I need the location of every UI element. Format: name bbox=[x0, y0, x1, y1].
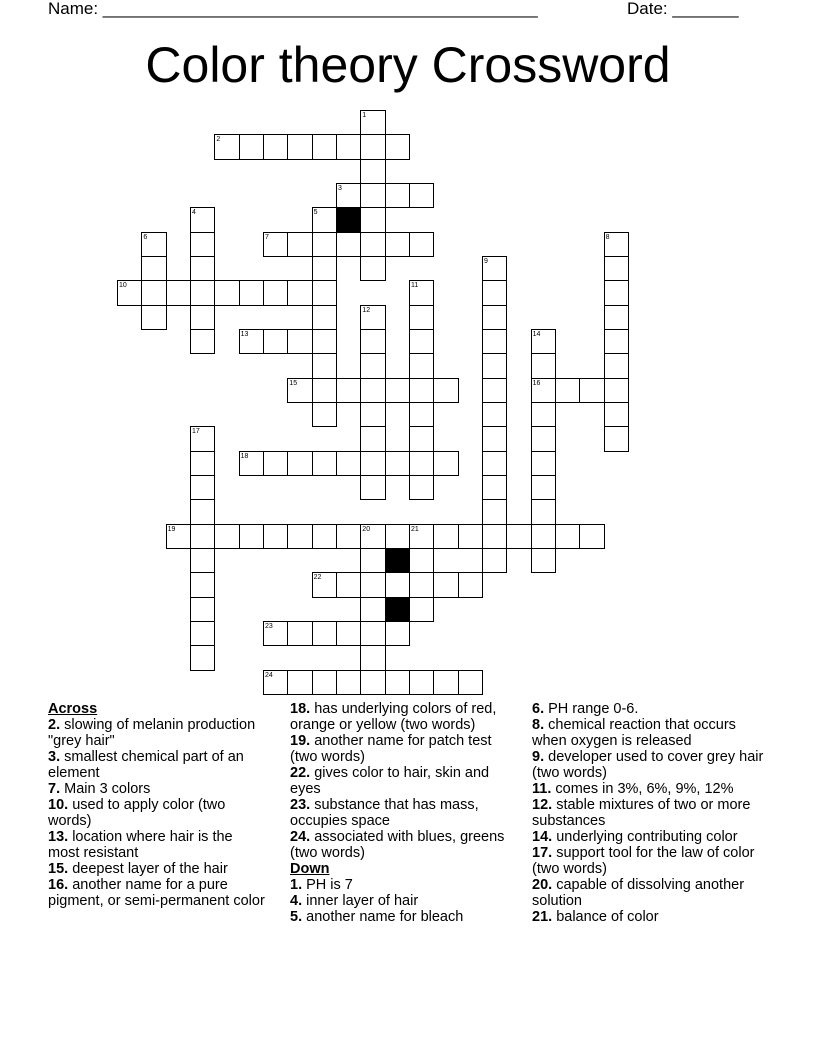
grid-cell[interactable] bbox=[482, 524, 507, 549]
clue-number: 12. bbox=[532, 797, 553, 813]
grid-cell[interactable] bbox=[409, 597, 434, 622]
grid-cell[interactable] bbox=[312, 134, 337, 159]
grid-cell[interactable] bbox=[482, 499, 507, 524]
grid-cell[interactable] bbox=[287, 524, 312, 549]
grid-cell[interactable] bbox=[190, 621, 215, 646]
clue-text: PH is 7 bbox=[306, 877, 353, 893]
across-heading: Across bbox=[48, 701, 98, 717]
grid-cell[interactable] bbox=[141, 305, 166, 330]
grid-cell[interactable] bbox=[360, 621, 385, 646]
grid-cell[interactable] bbox=[336, 134, 361, 159]
grid-cell[interactable] bbox=[360, 475, 385, 500]
grid-cell[interactable] bbox=[190, 524, 215, 549]
clues-column-3 bbox=[532, 701, 770, 925]
clue-number-label: 18 bbox=[240, 452, 249, 460]
grid-cell[interactable] bbox=[287, 451, 312, 476]
clue-text: deepest layer of the hair bbox=[72, 861, 228, 877]
grid-cell[interactable] bbox=[263, 451, 288, 476]
grid-cell[interactable] bbox=[531, 451, 556, 476]
grid-cell[interactable] bbox=[482, 402, 507, 427]
across-clue-22 bbox=[290, 765, 518, 797]
grid-cell[interactable] bbox=[263, 280, 288, 305]
down-clue-12 bbox=[532, 797, 770, 829]
clue-number-label: 12 bbox=[362, 306, 371, 314]
grid-cell[interactable] bbox=[360, 353, 385, 378]
grid-cell[interactable] bbox=[458, 572, 483, 597]
grid-cell[interactable] bbox=[312, 378, 337, 403]
grid-cell[interactable] bbox=[433, 524, 458, 549]
down-clue-11 bbox=[532, 781, 770, 797]
grid-cell[interactable] bbox=[360, 402, 385, 427]
grid-cell[interactable] bbox=[433, 378, 458, 403]
clue-number-label: 21 bbox=[410, 525, 419, 533]
clue-text: chemical reaction that occurs when oxygen is released bbox=[532, 717, 736, 749]
grid-cell[interactable] bbox=[190, 329, 215, 354]
grid-cell[interactable] bbox=[385, 524, 410, 549]
grid-cell[interactable] bbox=[239, 280, 264, 305]
grid-cell[interactable] bbox=[141, 280, 166, 305]
across-clue-7 bbox=[48, 781, 268, 797]
grid-cell[interactable] bbox=[287, 329, 312, 354]
clue-number: 15. bbox=[48, 861, 69, 877]
down-clue-9 bbox=[532, 749, 770, 781]
grid-cell[interactable] bbox=[312, 353, 337, 378]
clue-number: 13. bbox=[48, 829, 69, 845]
clue-text: gives color to hair, skin and eyes bbox=[290, 765, 490, 797]
clue-number: 19. bbox=[290, 733, 311, 749]
clue-number: 3. bbox=[48, 749, 61, 765]
clue-number-label: 23 bbox=[264, 622, 273, 630]
down-clue-20 bbox=[532, 877, 770, 909]
grid-cell[interactable] bbox=[312, 451, 337, 476]
black-square bbox=[385, 548, 410, 573]
clue-text: associated with blues, greens (two words) bbox=[290, 829, 505, 861]
grid-cell[interactable] bbox=[312, 524, 337, 549]
grid-cell[interactable] bbox=[385, 232, 410, 257]
grid-cell[interactable] bbox=[482, 426, 507, 451]
across-clue-13 bbox=[48, 829, 268, 861]
grid-cell[interactable] bbox=[336, 451, 361, 476]
grid-cell[interactable] bbox=[190, 280, 215, 305]
grid-cell[interactable] bbox=[604, 402, 629, 427]
grid-cell[interactable] bbox=[190, 451, 215, 476]
across-clue-10 bbox=[48, 797, 268, 829]
across-clue-24 bbox=[290, 829, 518, 861]
clue-number-label: 2 bbox=[216, 136, 221, 144]
grid-cell[interactable] bbox=[409, 475, 434, 500]
clue-number: 7. bbox=[48, 781, 61, 797]
grid-cell[interactable] bbox=[360, 548, 385, 573]
clue-text: location where hair is the most resistant bbox=[48, 829, 233, 861]
grid-cell[interactable] bbox=[385, 451, 410, 476]
grid-cell[interactable] bbox=[482, 475, 507, 500]
grid-cell[interactable] bbox=[287, 621, 312, 646]
clue-number: 1. bbox=[290, 877, 303, 893]
down-heading: Down bbox=[290, 861, 330, 877]
grid-cell[interactable] bbox=[312, 402, 337, 427]
clue-number: 4. bbox=[290, 893, 303, 909]
grid-cell[interactable] bbox=[482, 329, 507, 354]
grid-cell[interactable] bbox=[555, 524, 580, 549]
grid-cell[interactable] bbox=[482, 305, 507, 330]
grid-cell[interactable] bbox=[190, 475, 215, 500]
clue-text: substance that has mass, occupies space bbox=[290, 797, 479, 829]
grid-cell[interactable] bbox=[190, 305, 215, 330]
clue-number-label: 8 bbox=[605, 233, 610, 241]
grid-cell[interactable] bbox=[190, 256, 215, 281]
grid-cell[interactable] bbox=[385, 670, 410, 695]
grid-cell[interactable] bbox=[579, 524, 604, 549]
down-clue-14 bbox=[532, 829, 770, 845]
name-label: Name: ______________________________________________ bbox=[48, 0, 538, 18]
clue-number-label: 11 bbox=[410, 282, 419, 290]
grid-cell[interactable] bbox=[360, 207, 385, 232]
grid-cell[interactable] bbox=[360, 329, 385, 354]
across-clue-23 bbox=[290, 797, 518, 829]
grid-cell[interactable] bbox=[336, 621, 361, 646]
clue-number: 21. bbox=[532, 909, 553, 925]
grid-cell[interactable] bbox=[360, 256, 385, 281]
grid-cell[interactable] bbox=[482, 353, 507, 378]
grid-cell[interactable] bbox=[336, 232, 361, 257]
down-clue-17 bbox=[532, 845, 770, 877]
clue-text: another name for bleach bbox=[306, 909, 464, 925]
grid-cell[interactable] bbox=[239, 134, 264, 159]
grid-cell[interactable] bbox=[409, 451, 434, 476]
grid-cell[interactable] bbox=[263, 329, 288, 354]
grid-cell[interactable] bbox=[166, 280, 191, 305]
date-label: Date: _______ bbox=[627, 0, 739, 18]
clue-number: 8. bbox=[532, 717, 545, 733]
grid-cell[interactable] bbox=[360, 645, 385, 670]
across-clue-19 bbox=[290, 733, 518, 765]
grid-cell[interactable] bbox=[409, 402, 434, 427]
clue-number: 18. bbox=[290, 701, 311, 717]
grid-cell[interactable] bbox=[482, 451, 507, 476]
grid-cell[interactable] bbox=[190, 548, 215, 573]
clue-text: smallest chemical part of an element bbox=[48, 749, 244, 781]
clue-text: slowing of melanin production "grey hair" bbox=[48, 717, 256, 749]
clue-number: 14. bbox=[532, 829, 553, 845]
across-clue-15 bbox=[48, 861, 268, 877]
grid-cell[interactable] bbox=[604, 426, 629, 451]
grid-cell[interactable] bbox=[555, 378, 580, 403]
clue-number-label: 15 bbox=[289, 379, 298, 387]
down-clue-1 bbox=[290, 877, 518, 893]
clue-text: balance of color bbox=[556, 909, 659, 925]
grid-cell[interactable] bbox=[336, 524, 361, 549]
grid-cell[interactable] bbox=[360, 426, 385, 451]
clue-number-label: 6 bbox=[143, 233, 148, 241]
clue-number: 2. bbox=[48, 717, 61, 733]
grid-cell[interactable] bbox=[604, 256, 629, 281]
grid-cell[interactable] bbox=[312, 621, 337, 646]
grid-cell[interactable] bbox=[482, 280, 507, 305]
grid-cell[interactable] bbox=[312, 256, 337, 281]
grid-cell[interactable] bbox=[409, 305, 434, 330]
grid-cell[interactable] bbox=[360, 597, 385, 622]
grid-cell[interactable] bbox=[336, 670, 361, 695]
clue-text: capable of dissolving another solution bbox=[532, 877, 745, 909]
grid-cell[interactable] bbox=[190, 499, 215, 524]
grid-cell[interactable] bbox=[531, 499, 556, 524]
grid-cell[interactable] bbox=[312, 305, 337, 330]
grid-cell[interactable] bbox=[214, 280, 239, 305]
clue-text: comes in 3%, 6%, 9%, 12% bbox=[555, 781, 734, 797]
black-square bbox=[336, 207, 361, 232]
grid-cell[interactable] bbox=[604, 378, 629, 403]
grid-cell[interactable] bbox=[409, 426, 434, 451]
grid-cell[interactable] bbox=[433, 451, 458, 476]
clue-number-label: 17 bbox=[191, 428, 200, 436]
grid-cell[interactable] bbox=[604, 305, 629, 330]
clue-number-label: 14 bbox=[532, 330, 541, 338]
clue-number-label: 20 bbox=[362, 525, 371, 533]
clue-number-label: 22 bbox=[313, 574, 322, 582]
grid-cell[interactable] bbox=[579, 378, 604, 403]
across-clue-18 bbox=[290, 701, 518, 733]
grid-cell[interactable] bbox=[433, 670, 458, 695]
grid-cell[interactable] bbox=[458, 670, 483, 695]
grid-cell[interactable] bbox=[239, 524, 264, 549]
grid-cell[interactable] bbox=[531, 426, 556, 451]
clue-number: 5. bbox=[290, 909, 303, 925]
grid-cell[interactable] bbox=[360, 572, 385, 597]
grid-cell[interactable] bbox=[360, 232, 385, 257]
grid-cell[interactable] bbox=[190, 232, 215, 257]
grid-cell[interactable] bbox=[409, 183, 434, 208]
grid-cell[interactable] bbox=[482, 378, 507, 403]
down-clue-8 bbox=[532, 717, 770, 749]
clue-text: PH range 0-6. bbox=[548, 701, 639, 717]
grid-cell[interactable] bbox=[360, 134, 385, 159]
grid-cell[interactable] bbox=[312, 329, 337, 354]
grid-cell[interactable] bbox=[433, 572, 458, 597]
clue-number-label: 9 bbox=[483, 257, 488, 265]
clue-text: support tool for the law of color (two words) bbox=[532, 845, 755, 877]
grid-cell[interactable] bbox=[263, 524, 288, 549]
grid-cell[interactable] bbox=[409, 378, 434, 403]
grid-cell[interactable] bbox=[360, 183, 385, 208]
clue-text: developer used to cover grey hair (two words) bbox=[532, 749, 764, 781]
grid-cell[interactable] bbox=[385, 183, 410, 208]
grid-cell[interactable] bbox=[458, 524, 483, 549]
grid-cell[interactable] bbox=[360, 670, 385, 695]
grid-cell[interactable] bbox=[385, 134, 410, 159]
across-clue-16 bbox=[48, 877, 268, 909]
grid-cell[interactable] bbox=[604, 329, 629, 354]
grid-cell[interactable] bbox=[360, 378, 385, 403]
clue-text: another name for a pure pigment, or semi-permanent color bbox=[48, 877, 265, 909]
grid-cell[interactable] bbox=[409, 670, 434, 695]
grid-cell[interactable] bbox=[531, 524, 556, 549]
clue-text: another name for patch test (two words) bbox=[290, 733, 492, 765]
grid-cell[interactable] bbox=[312, 670, 337, 695]
grid-cell[interactable] bbox=[409, 232, 434, 257]
grid-cell[interactable] bbox=[141, 256, 166, 281]
grid-cell[interactable] bbox=[336, 572, 361, 597]
grid-cell[interactable] bbox=[531, 548, 556, 573]
grid-cell[interactable] bbox=[336, 378, 361, 403]
grid-cell[interactable] bbox=[263, 134, 288, 159]
grid-cell[interactable] bbox=[409, 572, 434, 597]
grid-cell[interactable] bbox=[214, 524, 239, 549]
clue-number: 9. bbox=[532, 749, 545, 765]
grid-cell[interactable] bbox=[409, 548, 434, 573]
grid-cell[interactable] bbox=[385, 621, 410, 646]
clue-number-label: 10 bbox=[119, 282, 127, 290]
clue-number: 20. bbox=[532, 877, 553, 893]
clues-column-2 bbox=[290, 701, 518, 925]
clue-number-label: 4 bbox=[191, 209, 196, 217]
clue-number: 24. bbox=[290, 829, 311, 845]
down-clue-4 bbox=[290, 893, 518, 909]
grid-cell[interactable] bbox=[385, 572, 410, 597]
clue-number: 10. bbox=[48, 797, 69, 813]
grid-cell[interactable] bbox=[190, 572, 215, 597]
down-clue-5 bbox=[290, 909, 518, 925]
across-clue-3 bbox=[48, 749, 268, 781]
clue-number: 22. bbox=[290, 765, 311, 781]
clue-number-label: 5 bbox=[313, 209, 318, 217]
grid-cell[interactable] bbox=[531, 353, 556, 378]
clue-text: inner layer of hair bbox=[306, 893, 419, 909]
clue-text: has underlying colors of red, orange or yellow (two words) bbox=[290, 701, 497, 733]
clue-number-label: 13 bbox=[240, 330, 249, 338]
clues-column-1 bbox=[48, 701, 268, 909]
grid-cell[interactable] bbox=[531, 402, 556, 427]
grid-cell[interactable] bbox=[312, 232, 337, 257]
grid-cell[interactable] bbox=[360, 159, 385, 184]
grid-cell[interactable] bbox=[190, 645, 215, 670]
down-clue-6 bbox=[532, 701, 770, 717]
clue-number: 6. bbox=[532, 701, 545, 717]
grid-cell[interactable] bbox=[604, 353, 629, 378]
grid-cell[interactable] bbox=[190, 597, 215, 622]
clue-number-label: 3 bbox=[337, 184, 342, 192]
clue-text: Main 3 colors bbox=[64, 781, 151, 797]
grid-cell[interactable] bbox=[287, 670, 312, 695]
clue-number-label: 24 bbox=[264, 671, 273, 679]
clue-text: used to apply color (two words) bbox=[48, 797, 226, 829]
grid-cell[interactable] bbox=[409, 329, 434, 354]
black-square bbox=[385, 597, 410, 622]
grid-cell[interactable] bbox=[287, 232, 312, 257]
clue-number-label: 19 bbox=[167, 525, 176, 533]
grid-cell[interactable] bbox=[385, 378, 410, 403]
grid-cell[interactable] bbox=[287, 280, 312, 305]
clue-number: 16. bbox=[48, 877, 69, 893]
down-clue-21 bbox=[532, 909, 770, 925]
grid-cell[interactable] bbox=[531, 475, 556, 500]
grid-cell[interactable] bbox=[312, 280, 337, 305]
clue-number: 11. bbox=[532, 781, 552, 797]
grid-cell[interactable] bbox=[409, 353, 434, 378]
grid-cell[interactable] bbox=[287, 134, 312, 159]
grid-cell[interactable] bbox=[360, 451, 385, 476]
page-title: Color theory Crossword bbox=[145, 37, 671, 93]
grid-cell[interactable] bbox=[506, 524, 531, 549]
across-clue-2 bbox=[48, 717, 268, 749]
grid-cell[interactable] bbox=[604, 280, 629, 305]
grid-cell[interactable] bbox=[482, 548, 507, 573]
clue-number: 23. bbox=[290, 797, 311, 813]
clue-text: underlying contributing color bbox=[556, 829, 738, 845]
clue-number-label: 1 bbox=[362, 112, 367, 119]
clue-number: 17. bbox=[532, 845, 553, 861]
clue-text: stable mixtures of two or more substances bbox=[532, 797, 751, 829]
clue-number-label: 16 bbox=[532, 379, 541, 387]
clue-number-label: 7 bbox=[264, 233, 269, 241]
